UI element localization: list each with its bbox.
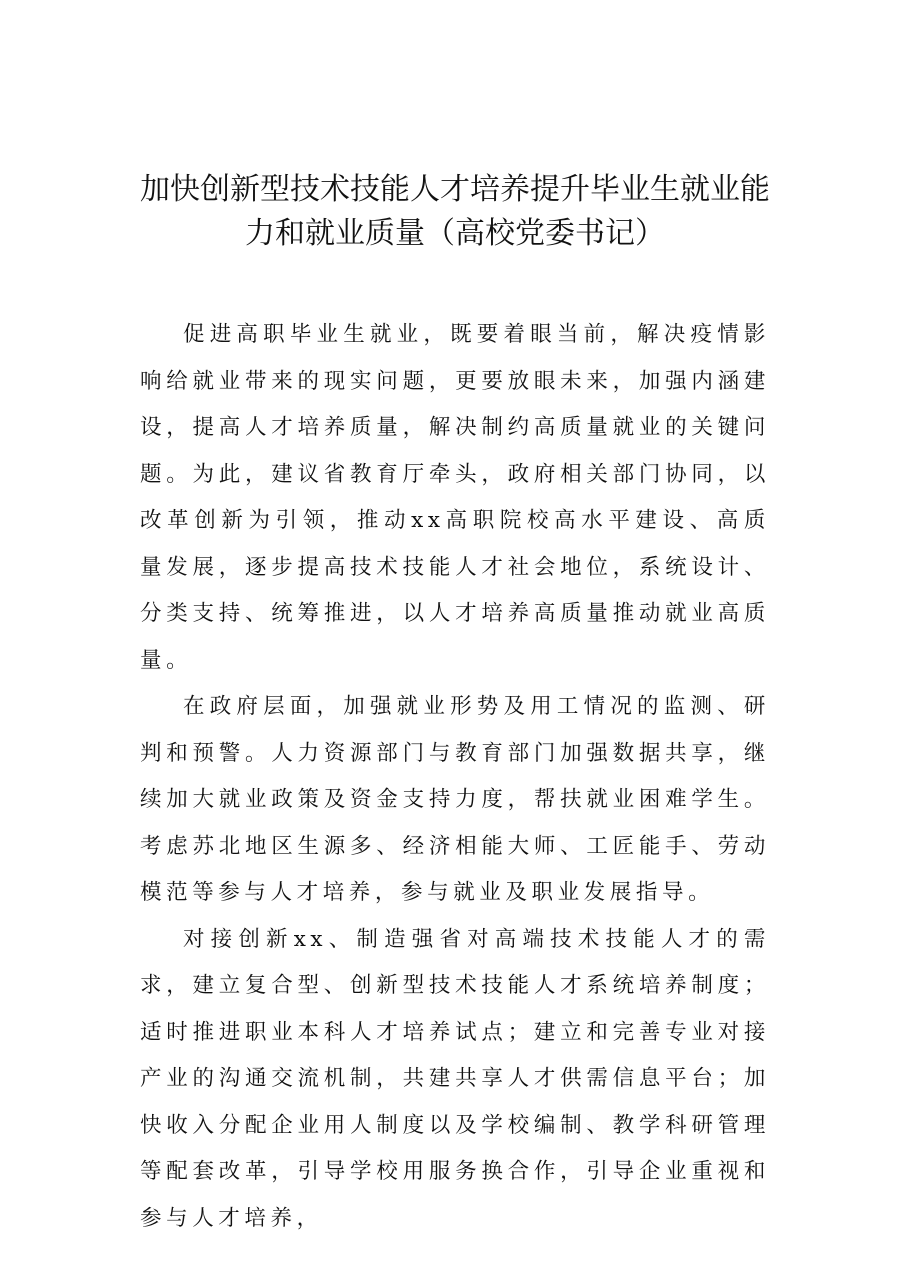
document-title: 加快创新型技术技能人才培养提升毕业生就业能力和就业质量（高校党委书记） <box>140 172 770 251</box>
paragraph-1: 促进高职毕业生就业，既要着眼当前，解决疫情影响给就业带来的现实问题，更要放眼未来，加强内涵建设，提高人才培养质量，解决制约高质量就业的关键问题。为此，建议省教育厅牵头，政府相关部门协同，以改革创新为引领，推动xx高职院校高水平建设、高质量发展，逐步提高技术技能人才社会地位，系统设计、分类支持、统筹推进，以人才培养高质量推动就业高质量。 <box>140 322 770 673</box>
paragraph-2: 在政府层面，加强就业形势及用工情况的监测、研判和预警。人力资源部门与教育部门加强数据共享，继续加大就业政策及资金支持力度，帮扶就业困难学生。考虑苏北地区生源多、经济相能大师、工匠能手、劳动模范等参与人才培养，参与就业及职业发展指导。 <box>140 694 770 905</box>
paragraph-3: 对接创新xx、制造强省对高端技术技能人才的需求，建立复合型、创新型技术技能人才系统培养制度；适时推进职业本科人才培养试点；建立和完善专业对接产业的沟通交流机制，共建共享人才供需信息平台；加快收入分配企业用人制度以及学校编制、教学科研管理等配套改革，引导学校用服务换合作，引导企业重视和参与人才培养， <box>140 926 770 1231</box>
document-body <box>140 312 770 1242</box>
